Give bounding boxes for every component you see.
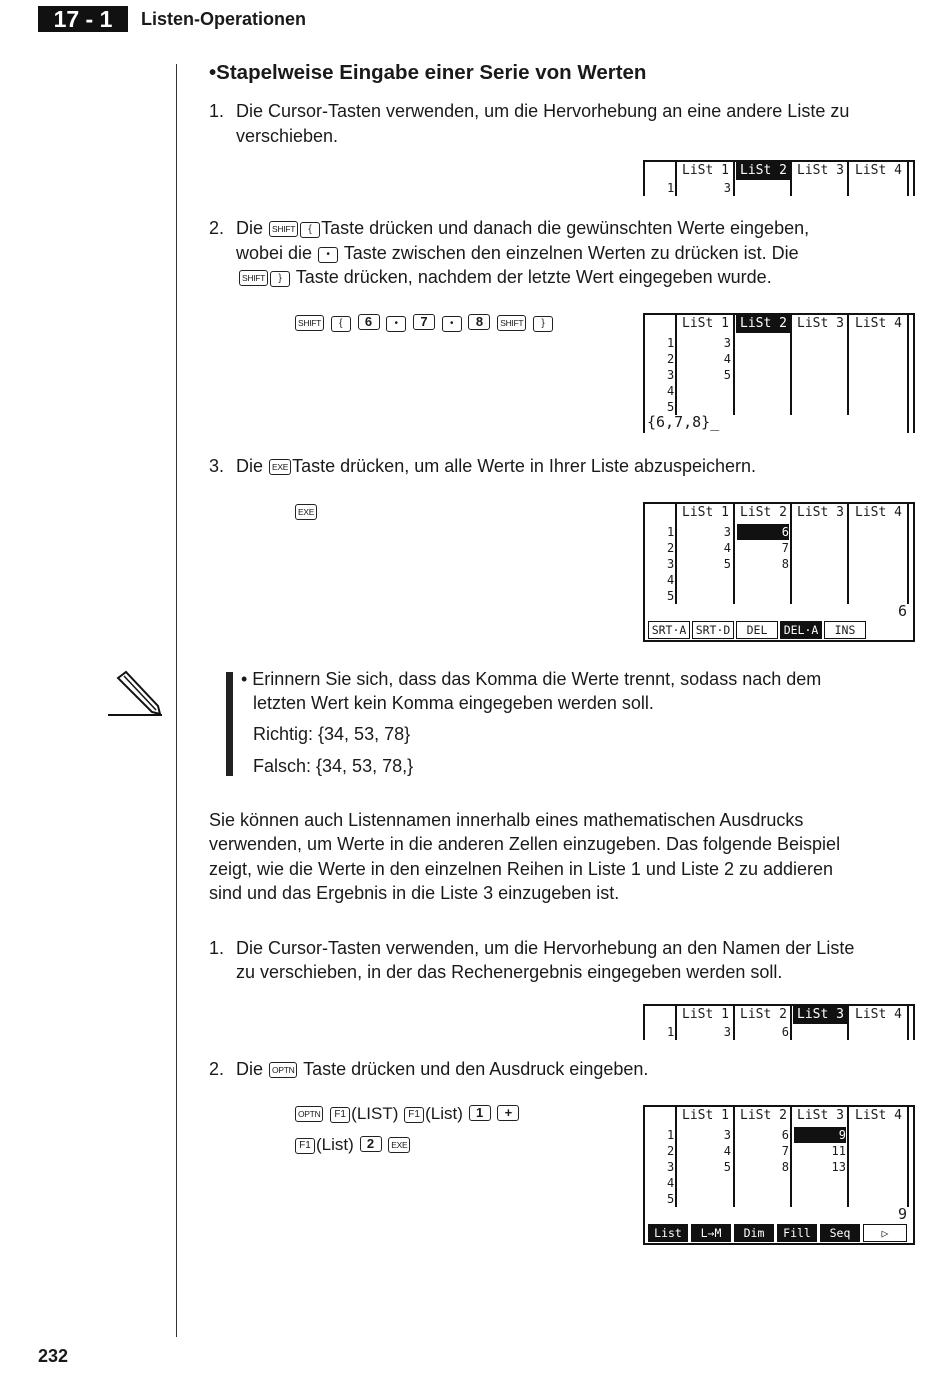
cell: 4 xyxy=(723,541,731,555)
eight-key: 8 xyxy=(468,314,490,330)
cell: 11 xyxy=(831,1144,846,1158)
step-2-number: 2. xyxy=(209,218,225,238)
note-wrong-example: Falsch: {34, 53, 78,} xyxy=(253,756,414,776)
row-number: 1 xyxy=(667,525,675,539)
fkey-del-a: DEL·A xyxy=(780,621,822,639)
row-number: 3 xyxy=(667,557,675,571)
header-list3: LiSt 3 xyxy=(797,1108,844,1123)
cell: 7 xyxy=(781,1144,789,1158)
value-display: 9 xyxy=(897,1205,907,1223)
optn-key: OPTN xyxy=(295,1106,323,1122)
page-number: 232 xyxy=(38,1346,69,1366)
row-number: 2 xyxy=(667,541,675,555)
calc-screen-2 xyxy=(643,313,915,433)
shift-key: SHIFT xyxy=(269,221,298,237)
row-number: 1 xyxy=(667,336,675,350)
header-list2: LiSt 2 xyxy=(736,162,791,180)
pencil-note-icon xyxy=(106,670,164,720)
one-key: 1 xyxy=(469,1105,491,1121)
exe-key: EXE xyxy=(295,504,317,520)
cell-highlighted: 6 xyxy=(737,524,789,540)
cell: 3 xyxy=(723,1025,731,1039)
paragraph-line4: sind und das Ergebnis in die Liste 3 einzugeben ist. xyxy=(209,883,620,903)
cell: 7 xyxy=(781,541,789,555)
value-display: 6 xyxy=(897,602,907,620)
row-number: 4 xyxy=(667,384,675,398)
header-list1: LiSt 1 xyxy=(682,505,729,520)
cell: 5 xyxy=(723,557,731,571)
step-2-line1: Die SHIFT { Taste drücken und danach die gewünschten Werte eingeben, xyxy=(236,218,810,238)
fkey-fill: Fill xyxy=(777,1224,817,1242)
row-number: 5 xyxy=(667,1192,675,1206)
f1-key: F1 xyxy=(295,1138,315,1154)
step-1-line2: verschieben. xyxy=(236,126,339,146)
cell: 8 xyxy=(781,557,789,571)
note-right-example: Richtig: {34, 53, 78} xyxy=(253,724,411,744)
chapter-title: Listen-Operationen xyxy=(141,9,307,29)
cell: 5 xyxy=(723,368,731,382)
cell-highlighted: 9 xyxy=(794,1127,846,1143)
fkey-list: List xyxy=(648,1224,688,1242)
fkey-next: ▷ xyxy=(863,1224,907,1242)
row-number: 1 xyxy=(667,1128,675,1142)
row-number: 5 xyxy=(667,400,675,414)
step-1-line1: Die Cursor-Tasten verwenden, um die Hervorhebung an eine andere Liste zu xyxy=(236,101,850,121)
fkey-del: DEL xyxy=(736,621,778,639)
cell: 3 xyxy=(723,336,731,350)
fkey-list-to-matrix: L→M xyxy=(691,1224,731,1242)
header-list2: LiSt 2 xyxy=(736,315,791,333)
cell: 6 xyxy=(781,1128,789,1142)
right-brace-key: } xyxy=(270,271,290,287)
comma-key: • xyxy=(386,316,406,332)
step-3-line1: Die EXE Taste drücken, um alle Werte in Ihrer Liste abzuspeichern. xyxy=(236,456,757,476)
fkey-srt-a: SRT·A xyxy=(648,621,690,639)
header-list1: LiSt 1 xyxy=(682,1108,729,1123)
margin-rule xyxy=(176,64,177,1337)
fkey-dim: Dim xyxy=(734,1224,774,1242)
shift-key: SHIFT xyxy=(239,270,268,286)
two-key: 2 xyxy=(360,1136,382,1152)
six-key: 6 xyxy=(358,314,380,330)
left-brace-key: { xyxy=(331,316,351,332)
comma-key: • xyxy=(318,247,338,263)
f1-key: F1 xyxy=(404,1107,424,1123)
row-number: 2 xyxy=(667,1144,675,1158)
step2-1-line1: Die Cursor-Tasten verwenden, um die Hervorhebung an den Namen der Liste xyxy=(236,938,855,958)
step-2-line2: wobei die • Taste zwischen den einzelnen Werten zu drücken ist. Die xyxy=(236,243,799,263)
chapter-number: 17 - 1 xyxy=(38,6,128,32)
row-number: 3 xyxy=(667,1160,675,1174)
plus-key: + xyxy=(497,1105,519,1121)
row-number: 4 xyxy=(667,573,675,587)
header-list4: LiSt 4 xyxy=(855,163,902,178)
fkey-srt-d: SRT·D xyxy=(692,621,734,639)
key-sequence-3: OPTN F1 (LIST) F1 (List) 1 + xyxy=(294,1099,520,1129)
key-sequence-4: F1 (List) 2 EXE xyxy=(294,1130,411,1160)
calc-screen-1 xyxy=(643,160,915,196)
key-sequence-1 xyxy=(294,308,554,338)
calc-screen-3 xyxy=(643,502,915,642)
row-number: 1 xyxy=(667,181,675,195)
header-list3: LiSt 3 xyxy=(797,505,844,520)
note-bullet-line2: letzten Wert kein Komma eingegeben werden soll. xyxy=(253,693,654,713)
optn-key: OPTN xyxy=(269,1062,297,1078)
comma-key: • xyxy=(442,316,462,332)
header-list2: LiSt 2 xyxy=(740,505,787,520)
step2-1-number: 1. xyxy=(209,938,225,958)
header-list4: LiSt 4 xyxy=(855,505,902,520)
row-number: 2 xyxy=(667,352,675,366)
header-list1: LiSt 1 xyxy=(682,163,729,178)
exe-key: EXE xyxy=(388,1137,410,1153)
section-heading: •Stapelweise Eingabe einer Serie von Werten xyxy=(209,61,647,84)
f1-key: F1 xyxy=(330,1107,350,1123)
calc-screen-5 xyxy=(643,1105,915,1245)
step-2-line3: SHIFT } Taste drücken, nachdem der letzte Wert eingegeben wurde. xyxy=(238,265,772,290)
step2-2-number: 2. xyxy=(209,1059,225,1079)
cell: 6 xyxy=(781,1025,789,1039)
shift-key: SHIFT xyxy=(295,315,324,331)
step-3-number: 3. xyxy=(209,456,225,476)
shift-key: SHIFT xyxy=(497,315,526,331)
fkey-seq: Seq xyxy=(820,1224,860,1242)
fkey-ins: INS xyxy=(824,621,866,639)
row-number: 4 xyxy=(667,1176,675,1190)
left-brace-key: { xyxy=(300,222,320,238)
header-list3: LiSt 3 xyxy=(797,316,844,331)
paragraph-line1: Sie können auch Listennamen innerhalb eines mathematischen Ausdrucks xyxy=(209,810,804,830)
key-sequence-2 xyxy=(294,497,318,527)
calc-screen-4 xyxy=(643,1004,915,1040)
header-list2: LiSt 2 xyxy=(740,1108,787,1123)
cell: 13 xyxy=(831,1160,846,1174)
header-list1: LiSt 1 xyxy=(682,1007,729,1022)
step2-1-line2: zu verschieben, in der das Rechenergebnis eingegeben werden soll. xyxy=(236,962,783,982)
step2-2-line1: Die OPTN Taste drücken und den Ausdruck eingeben. xyxy=(236,1059,649,1079)
cell: 4 xyxy=(723,1144,731,1158)
cell: 3 xyxy=(723,1128,731,1142)
header-list3: LiSt 3 xyxy=(793,1006,848,1024)
note-bullet-line1: • Erinnern Sie sich, dass das Komma die Werte trennt, sodass nach dem xyxy=(241,669,822,689)
cell: 3 xyxy=(723,525,731,539)
exe-key: EXE xyxy=(269,459,291,475)
paragraph-line3: zeigt, wie die Werte in den einzelnen Reihen in Liste 1 und Liste 2 zu addieren xyxy=(209,859,834,879)
paragraph-line2: verwenden, um Werte in die anderen Zellen einzugeben. Das folgende Beispiel xyxy=(209,834,841,854)
step-1-number: 1. xyxy=(209,101,225,121)
header-list1: LiSt 1 xyxy=(682,316,729,331)
seven-key: 7 xyxy=(413,314,435,330)
header-list2: LiSt 2 xyxy=(740,1007,787,1022)
header-list4: LiSt 4 xyxy=(855,1007,902,1022)
cell: 5 xyxy=(723,1160,731,1174)
header-list4: LiSt 4 xyxy=(855,1108,902,1123)
input-line: {6,7,8}_ xyxy=(647,413,720,431)
note-bar xyxy=(226,672,233,776)
row-number: 3 xyxy=(667,368,675,382)
row-number: 5 xyxy=(667,589,675,603)
right-brace-key: } xyxy=(533,316,553,332)
header-list3: LiSt 3 xyxy=(797,163,844,178)
row-number: 1 xyxy=(667,1025,675,1039)
cell: 3 xyxy=(723,181,731,195)
cell: 8 xyxy=(781,1160,789,1174)
cell: 4 xyxy=(723,352,731,366)
header-list4: LiSt 4 xyxy=(855,316,902,331)
